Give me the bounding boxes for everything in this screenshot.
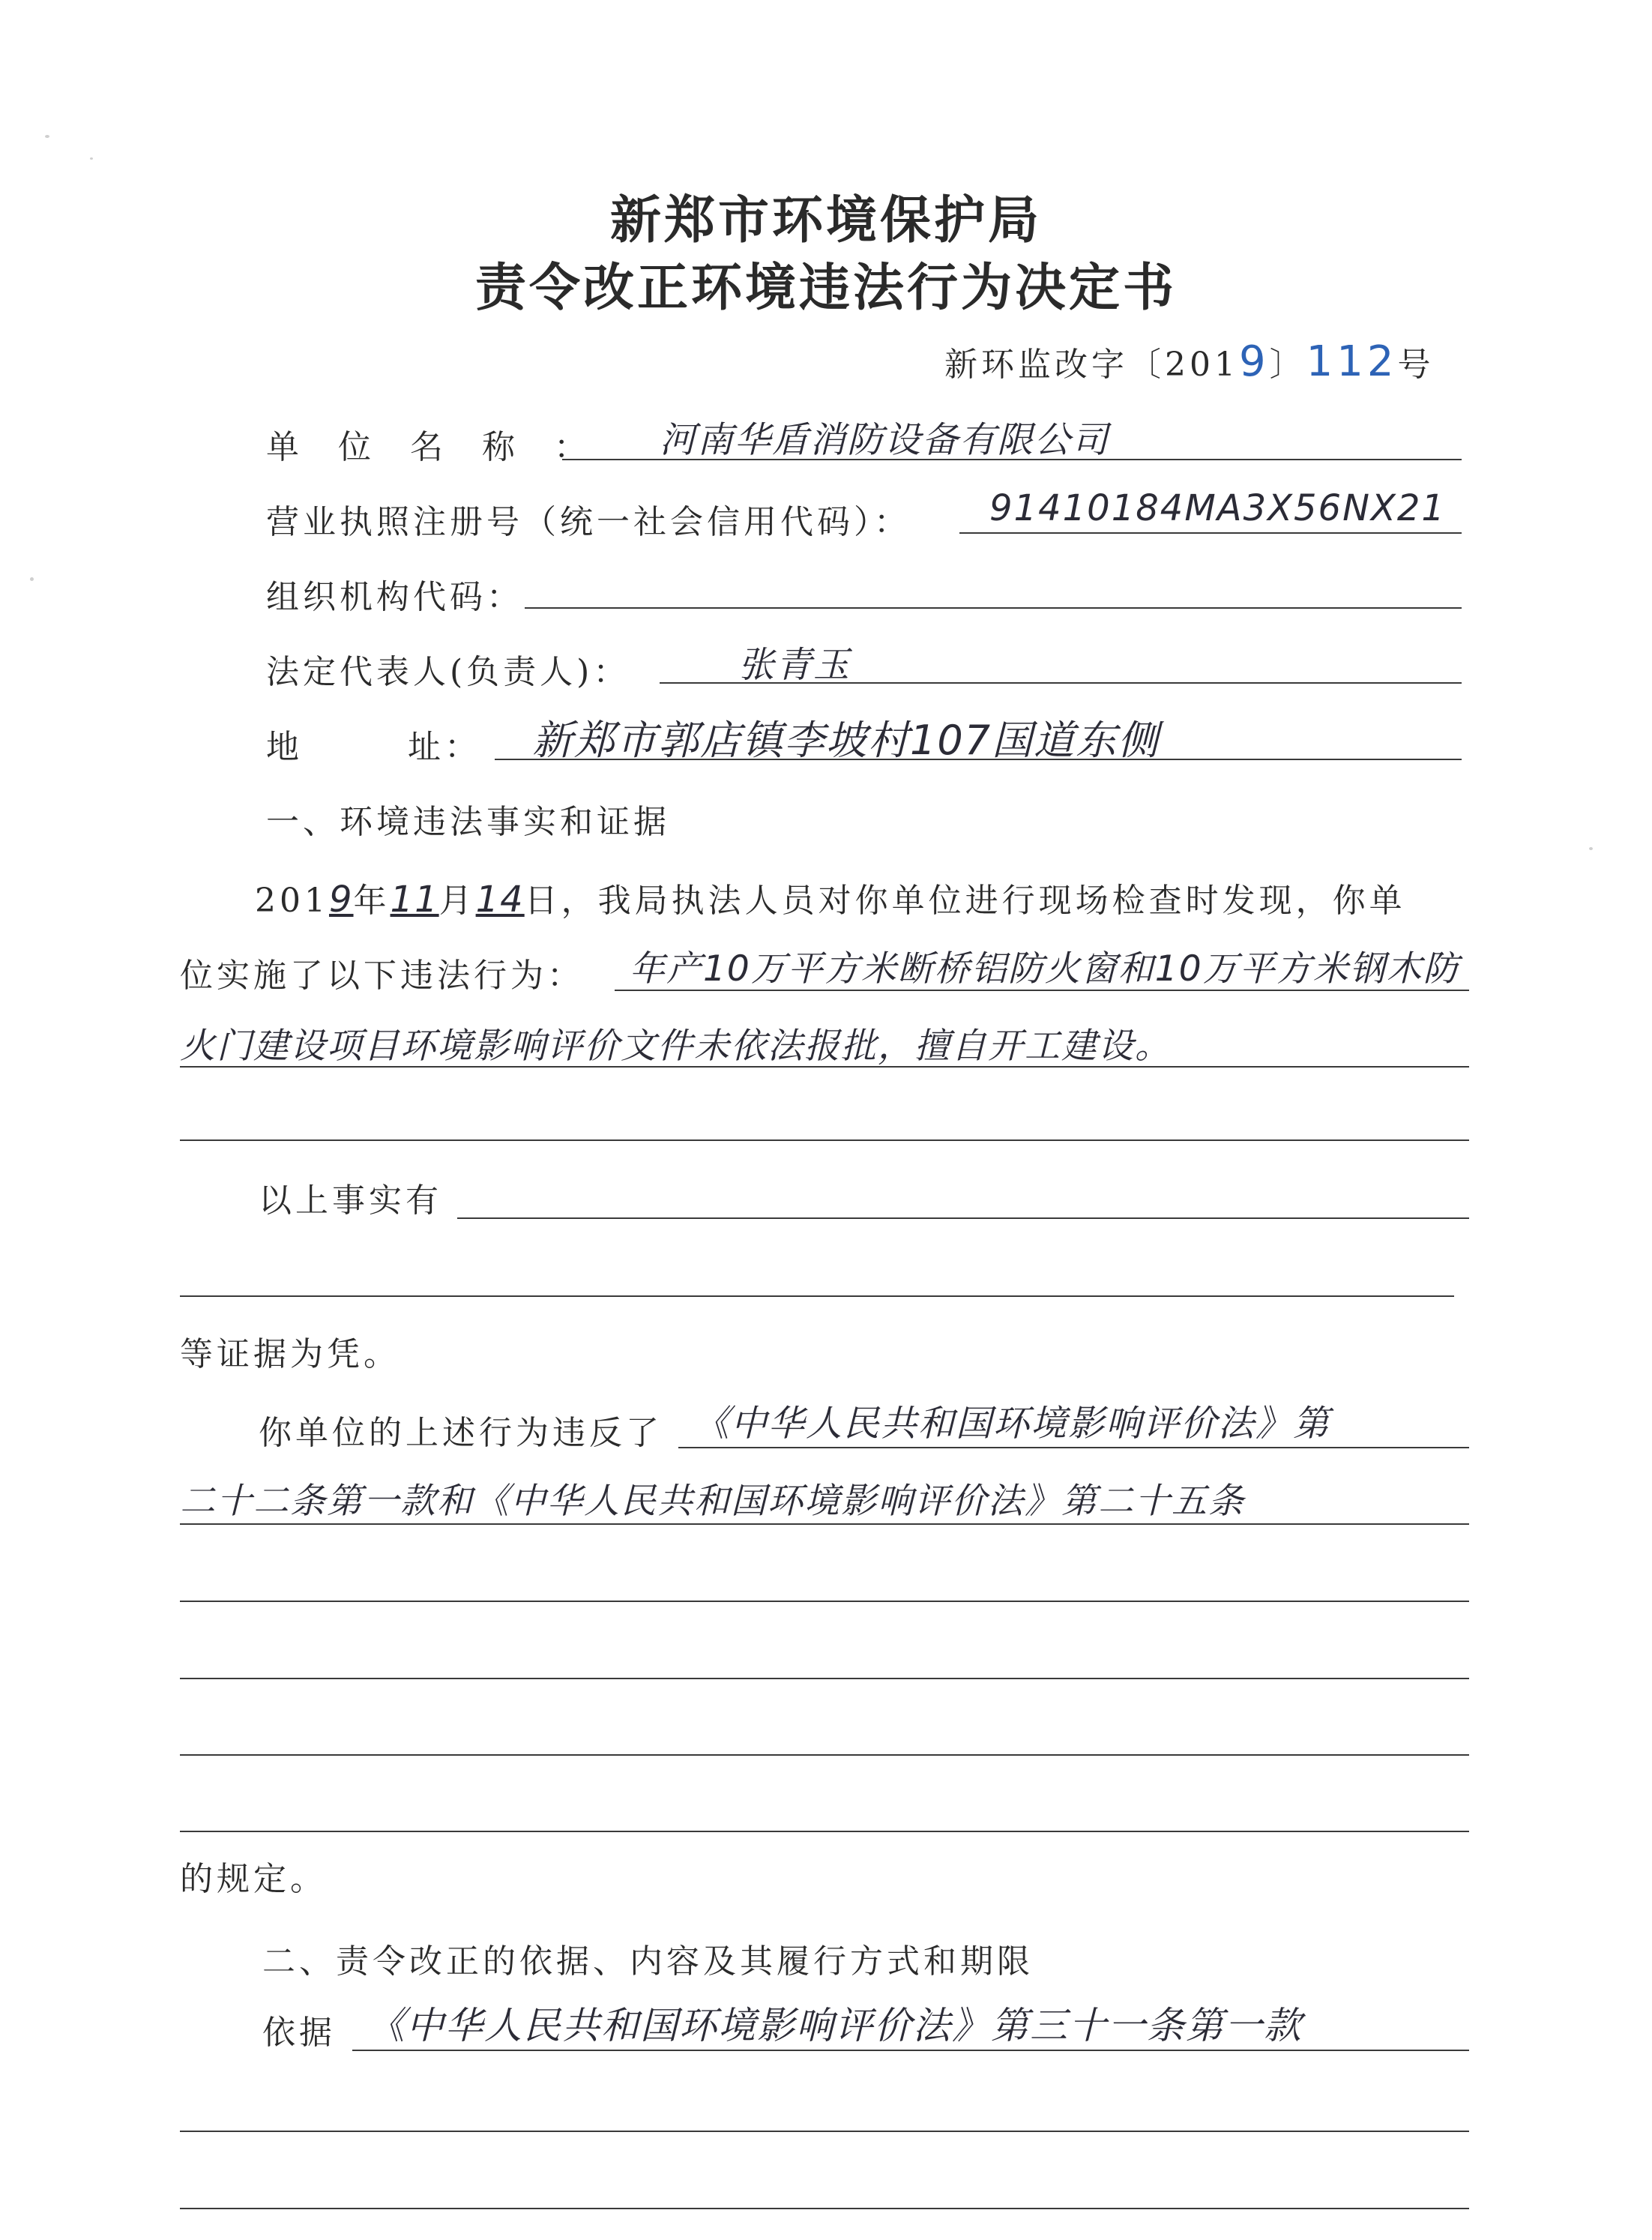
blank-line-8	[180, 2208, 1469, 2209]
blank-line-6	[180, 1831, 1469, 1832]
violation-line-2: 火门建设项目环境影响评价文件未依法报批，擅自开工建设。	[180, 1026, 1172, 1067]
unit-name-value: 河南华盾消防设备有限公司	[660, 419, 1110, 461]
blank-line-3	[180, 1601, 1469, 1602]
blank-line-7	[180, 2131, 1469, 2132]
agency-title: 新郑市环境保护局	[609, 190, 1042, 250]
legal-rep-underline	[660, 682, 1462, 684]
doc-no-number: 112	[1306, 337, 1398, 386]
law-underline-1	[678, 1447, 1469, 1448]
unit-name-underline	[562, 459, 1462, 460]
evidence-tail: 等证据为凭。	[180, 1335, 400, 1373]
date-year: 9	[328, 879, 354, 921]
license-underline	[959, 532, 1462, 534]
license-value: 91410184MA3X56NX21	[989, 487, 1446, 529]
legal-rep-value: 张青玉	[738, 644, 851, 686]
basis-underline	[352, 2050, 1469, 2051]
doc-no-year-digit: 9	[1238, 337, 1270, 386]
violation-underline-1	[615, 990, 1469, 991]
blank-line-1	[180, 1139, 1469, 1141]
evidence-label: 以上事实有	[259, 1181, 442, 1220]
license-label: 营业执照注册号（统一社会信用代码）：	[266, 503, 911, 541]
regulation-tail: 的规定。	[180, 1860, 327, 1898]
scan-speck	[45, 135, 49, 138]
org-code-underline	[525, 607, 1462, 609]
org-code-label: 组织机构代码：	[266, 578, 523, 616]
date-year-label: 年	[353, 882, 391, 920]
date-day-label: 日，我局执法人员对你单位进行现场检查时发现，你单	[524, 882, 1406, 920]
blank-line-5	[180, 1754, 1469, 1756]
violates-label: 你单位的上述行为违反了	[259, 1414, 663, 1452]
document-number	[944, 337, 1435, 386]
violation-line-1: 年产10万平方米断桥铝防火窗和10万平方米钢木防	[630, 948, 1460, 990]
scan-speck	[30, 577, 34, 581]
doc-no-prefix: 新环监改字〔201	[944, 346, 1239, 384]
address-label	[266, 720, 481, 768]
section1-heading: 一、环境违法事实和证据	[266, 803, 670, 841]
address-value: 新郑市郭店镇李坡村107国道东侧	[532, 717, 1160, 764]
address-label-b: 址：	[408, 728, 481, 766]
doc-no-bracket: 〕	[1269, 346, 1306, 384]
legal-rep-label: 法定代表人(负责人)：	[266, 653, 630, 691]
date-day: 14	[475, 879, 525, 921]
basis-label: 依据	[262, 2014, 336, 2052]
document-title: 责令改正环境违法行为决定书	[474, 258, 1177, 318]
law-line-1: 《中华人民共和国环境影响评价法》第	[693, 1403, 1331, 1445]
violation-intro: 位实施了以下违法行为：	[180, 957, 584, 995]
date-prefix: 201	[255, 882, 329, 920]
scan-speck	[1589, 847, 1593, 850]
law-line-2: 二十二条第一款和《中华人民共和国环境影响评价法》第二十五条	[180, 1481, 1245, 1522]
violation-underline-2	[180, 1066, 1469, 1068]
date-month-label: 月	[438, 882, 476, 920]
basis-value: 《中华人民共和国环境影响评价法》第三十一条第一款	[367, 2004, 1303, 2047]
scan-speck	[90, 157, 93, 160]
doc-no-suffix: 号	[1397, 346, 1435, 384]
law-underline-2	[180, 1523, 1469, 1525]
evidence-underline	[457, 1217, 1469, 1219]
blank-line-4	[180, 1678, 1469, 1679]
blank-line-2	[180, 1295, 1454, 1297]
inspection-date-line	[255, 873, 1406, 921]
address-label-a: 地	[266, 728, 303, 766]
unit-name-label: 单位名称：	[266, 428, 626, 466]
address-underline	[495, 759, 1462, 760]
date-month: 11	[390, 879, 439, 921]
section2-heading: 二、责令改正的依据、内容及其履行方式和期限	[262, 1942, 1034, 1981]
